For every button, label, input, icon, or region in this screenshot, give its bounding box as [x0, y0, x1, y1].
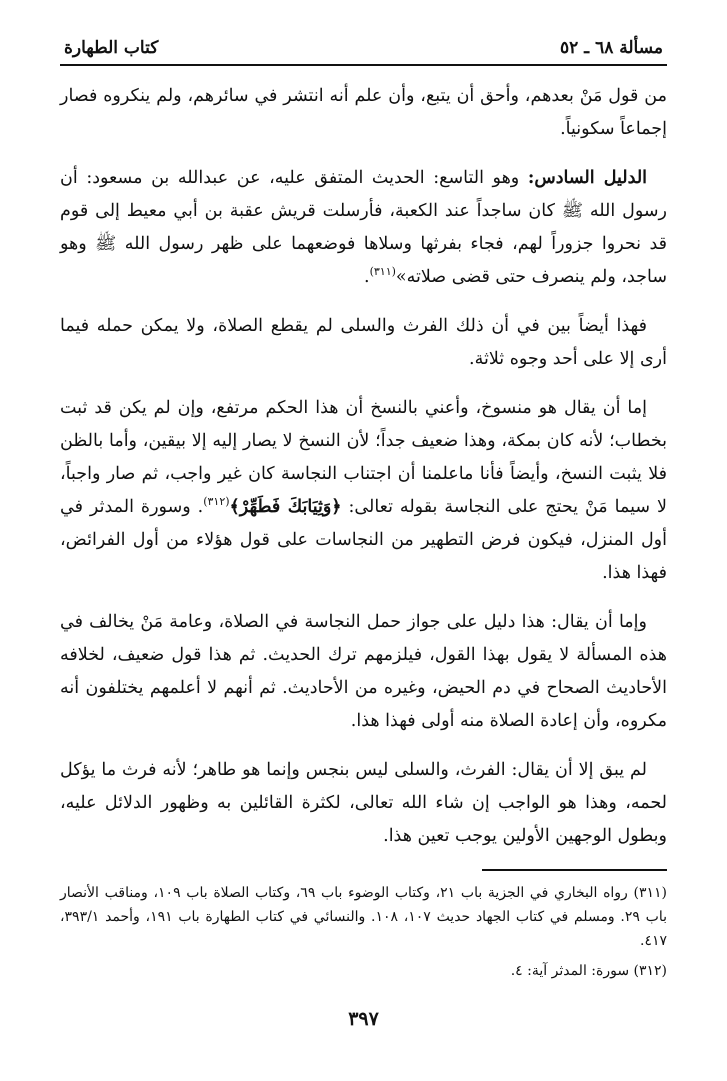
paragraph-text: من قول مَنْ بعدهم، وأحق أن يتبع، وأن علم أنه انتشر في سائرهم، ولم ينكروه فصار إجماعاً سكونياً. — [60, 86, 667, 139]
paragraph-text: فهذا أيضاً بين في أن ذلك الفرث والسلى لم يقطع الصلاة، ولا يمكن حمله فيما أرى إلا على أحد وجوه ثلاثة. — [60, 316, 667, 369]
footnote-311: (٣١١) رواه البخاري في الجزية باب ٢١، وكتاب الوضوء باب ٦٩، وكتاب الصلاة باب ١٠٩، ومناقب الأنصار باب ٢٩. ومسلم في كتاب الجهاد حديث ١٠٧، ١٠٨. والنسائي في كتاب الطهارة باب ١٩١، وأحمد ٣٩٣/١، ٤١٧. — [60, 885, 667, 949]
paragraph-tail: . وسورة المدثر في أول المنزل، فيكون فرض التطهير من النجاسات على قول هؤلاء من أول الفرائض، فهذا هذا. — [60, 497, 667, 583]
footnotes — [60, 881, 667, 983]
page-number: ٣٩٧ — [348, 1008, 379, 1030]
paragraph-4 — [60, 392, 667, 590]
paragraph-5 — [60, 606, 667, 738]
footnote-312: (٣١٢) سورة: المدثر آية: ٤. — [510, 963, 667, 979]
footnote-reference: (٣١٢) — [203, 495, 230, 509]
paragraph-6 — [60, 754, 667, 853]
paragraph-text: لم يبق إلا أن يقال: الفرث، والسلى ليس بنجس وإنما هو طاهر؛ لأنه فرث ما يؤكل لحمه، وهذا هو الواجب إن شاء الله تعالى، لكثرة القائلين به وظهور الدلائل عليه، وبطول الوجهين الأولين يوجب تعين هذا. — [60, 760, 667, 846]
main-text — [60, 80, 667, 983]
quran-verse: ﴿وَثِيَابَكَ فَطَهِّرْ﴾ — [229, 497, 342, 517]
paragraph-tail: . — [364, 267, 370, 287]
paragraph-1 — [60, 80, 667, 146]
paragraph-lead-heading: الدليل السادس: — [527, 168, 648, 188]
header-issue-number: مسألة ٦٨ ـ ٥٢ — [559, 38, 663, 58]
paragraph-text: إما أن يقال هو منسوخ، وأعني بالنسخ أن هذا الحكم مرتفع، وإن لم يكن قد ثبت بخطاب؛ لأنه كان بمكة، وهذا ضعيف جداً؛ لأن النسخ لا يصار إليه إلا بيقين، وأما بالظن فلا يثبت النسخ، وأيضاً فأنا ماعلمنا أن اجتناب النجاسة كان غير واجب، ثم صار واجباً، لا سيما مَنْ يحتج على النجاسة بقوله تعالى: — [60, 398, 667, 517]
paragraph-2 — [60, 162, 667, 294]
footnote-reference: (٣١١) — [369, 265, 396, 279]
paragraph-text: وهو التاسع: الحديث المتفق عليه، عن عبدالله بن مسعود: أن رسول الله ﷺ كان ساجداً عند الكعبة، فأرسلت قريش عقبة بن أبي معيط إلى قوم قد نحروا جزوراً لهم، فجاء بفرثها وسلاها فوضعهما على ظهر رسول الله ﷺ وهو ساجد، ولم ينصرف حتى قضى صلاته» — [60, 168, 667, 287]
paragraph-text: وإما أن يقال: هذا دليل على جواز حمل النجاسة في الصلاة، وعامة مَنْ يخالف في هذه المسألة لا يقول بهذا القول، فيلزمهم ترك الحديث. ثم هذا قول ضعيف، لخلافه الأحاديث الصحاح في دم الحيض، وغيره من الأحاديث. ثم أنهم لا أعلمهم يختلفون أنه مكروه، وأن إعادة الصلاة منه أولى فهذا هذا. — [60, 612, 667, 731]
footnote-divider — [482, 869, 667, 871]
header-book-title: كتاب الطهارة — [64, 38, 159, 58]
running-header — [60, 38, 667, 66]
paragraph-3 — [60, 310, 667, 376]
